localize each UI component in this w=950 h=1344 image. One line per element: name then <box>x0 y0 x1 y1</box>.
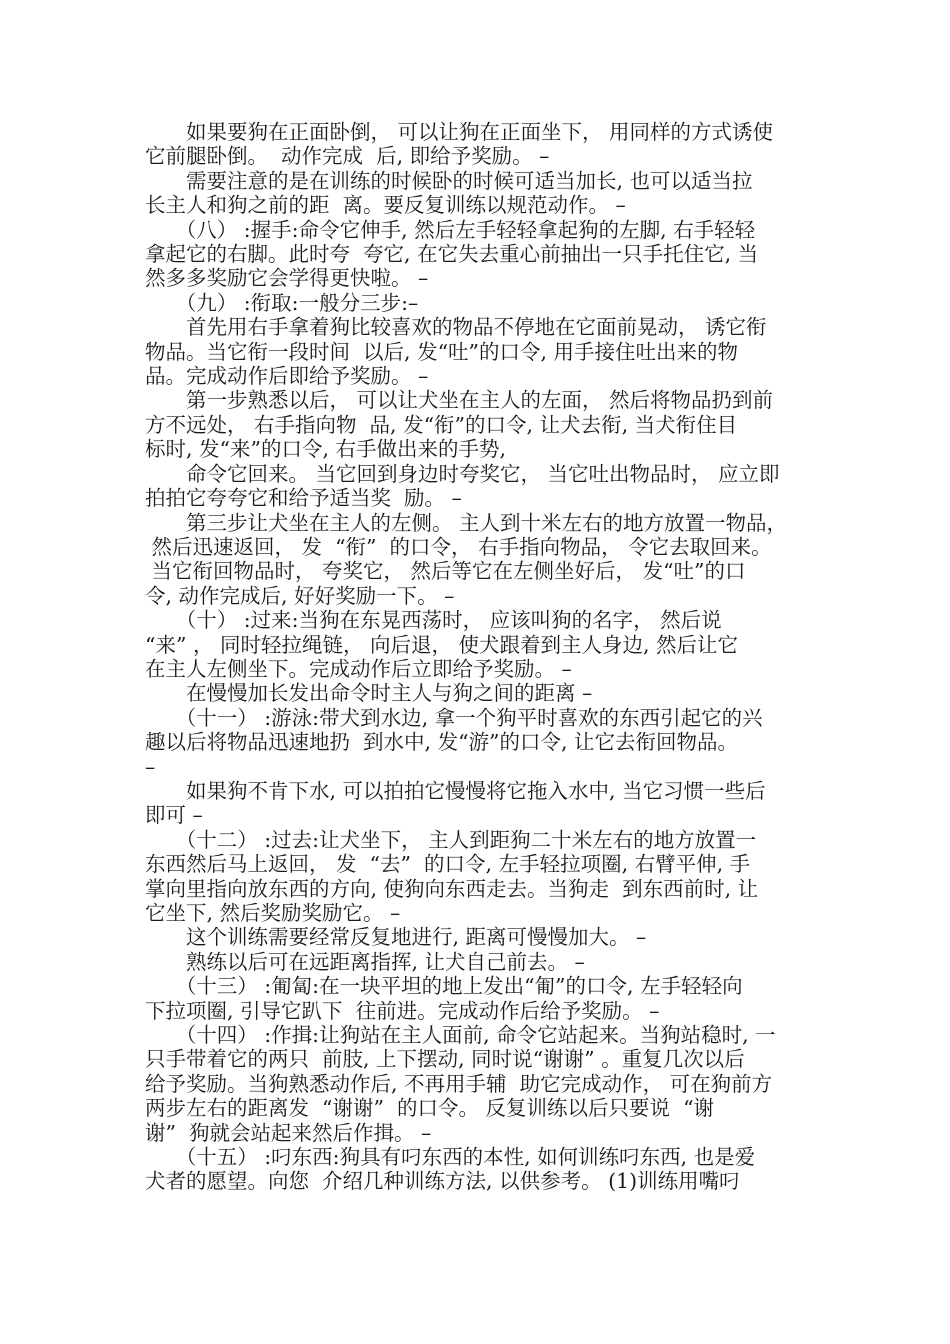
paragraph <box>145 974 810 1023</box>
paragraph <box>145 315 810 388</box>
text-line: （十五） :叼东西:狗具有叼东西的本性, 如何训练叼东西, 也是爱 <box>145 1145 756 1170</box>
paragraph <box>145 462 810 511</box>
paragraph <box>145 291 810 315</box>
paragraph <box>145 681 810 705</box>
text-line: 如果狗不肯下水, 可以拍拍它慢慢将它拖入水中, 当它习惯一些后 <box>145 778 766 803</box>
text-line: （十二） :过去:让犬坐下， 主人到距狗二十米左右的地方放置一 <box>145 827 757 852</box>
text-line: 趣以后将物品迅速地扔 到水中, 发“游”的口令, 让它去衔回物品。 <box>145 730 739 755</box>
text-line: 它前腿卧倒。 动作完成 后, 即给予奖励。 – <box>145 144 550 169</box>
paragraph <box>145 706 810 779</box>
text-line: 需要注意的是在训练的时候卧的时候可适当加长, 也可以适当拉 <box>145 168 753 193</box>
paragraph <box>145 828 810 926</box>
text-line: 第三步让犬坐在主人的左侧。 主人到十米左右的地方放置一物品， <box>145 510 788 535</box>
text-line: （十一） :游泳:带犬到水边, 拿一个狗平时喜欢的东西引起它的兴 <box>145 705 763 730</box>
text-line: 熟练以后可在远距离指挥, 让犬自己前去。 – <box>145 949 585 974</box>
text-line: 它坐下, 然后奖励奖励它。 – <box>145 901 401 925</box>
text-line: （十三） :匍匐:在一块平坦的地上发出“匍”的口令, 左手轻轻向 <box>145 974 743 999</box>
text-line: “来” ， 同时轻拉绳链， 向后退， 使犬跟着到主人身边, 然后让它 <box>145 632 739 657</box>
text-line: 谢” 狗就会站起来然后作揖。 – <box>145 1120 432 1145</box>
paragraph <box>145 388 810 461</box>
text-line: 在慢慢加长发出命令时主人与狗之间的距离 – <box>145 681 593 706</box>
text-line: 命令它回来。 当它回到身边时夸奖它， 当它吐出物品时， 应立即 <box>145 461 780 486</box>
text-line: 令, 动作完成后, 好好奖励一下。 – <box>145 583 455 608</box>
document-body-text <box>145 120 810 1194</box>
paragraph <box>145 950 810 974</box>
text-line: （十） :过来:当狗在东晃西荡时， 应该叫狗的名字， 然后说 <box>145 608 722 633</box>
text-line: – <box>145 754 156 779</box>
text-line: 长主人和狗之前的距 离。要反复训练以规范动作。 – <box>145 193 626 218</box>
paragraph <box>145 1023 810 1145</box>
text-line: 掌向里指向放东西的方向, 使狗向东西走去。当狗走 到东西前时, 让 <box>145 876 759 901</box>
text-line: 在主人左侧坐下。完成动作后立即给予奖励。 – <box>145 656 572 681</box>
text-line: 品。完成动作后即给予奖励。 – <box>145 364 429 389</box>
text-line: 这个训练需要经常反复地进行, 距离可慢慢加大。 – <box>145 925 647 950</box>
text-line: 标时, 发“来”的口令, 右手做出来的手势, <box>145 437 507 462</box>
text-line: 方不远处， 右手指向物 品, 发“衔”的口令, 让犬去衔, 当犬衔住目 <box>145 412 738 437</box>
text-line: 东西然后马上返回， 发 “去” 的口令, 左手轻拉项圈, 右臂平伸, 手 <box>145 852 751 877</box>
text-line: 犬者的愿望。向您 介绍几种训练方法, 以供参考。 (1)训练用嘴叼 <box>145 1169 740 1194</box>
text-line: 给予奖励。当狗熟悉动作后, 不再用手辅 助它完成动作， 可在狗前方 <box>145 1071 773 1096</box>
paragraph <box>145 608 810 681</box>
text-line: 拿起它的右脚。此时夸 夸它, 在它失去重心前抽出一只手托住它, 当 <box>145 242 759 267</box>
text-line: 只手带着它的两只 前肢, 上下摆动, 同时说“谢谢” 。重复几次以后 <box>145 1047 745 1072</box>
text-line: 即可 – <box>145 803 203 828</box>
text-line: 然多多奖励它会学得更快啦。 – <box>145 266 429 291</box>
text-line: 下拉项圈, 引导它趴下 往前进。完成动作后给予奖励。 – <box>145 998 660 1023</box>
text-line: 首先用右手拿着狗比较喜欢的物品不停地在它面前晃动， 诱它衔 <box>145 315 767 340</box>
paragraph <box>145 1145 810 1194</box>
text-line: （九） :衔取:一般分三步:– <box>145 290 419 315</box>
text-line: 两步左右的距离发 “谢谢” 的口令。 反复训练以后只要说 “谢 <box>145 1096 715 1121</box>
text-line: 拍拍它夸夸它和给予适当奖 励。 – <box>145 486 462 511</box>
text-line: （八） :握手:命令它伸手, 然后左手轻轻拿起狗的左脚, 右手轻轻 <box>145 217 756 242</box>
text-line: 如果要狗在正面卧倒， 可以让狗在正面坐下， 用同样的方式诱使 <box>145 120 774 144</box>
paragraph <box>145 218 810 291</box>
text-line: 然后迅速返回， 发 “衔” 的口令， 右手指向物品， 令它去取回来。 <box>145 534 772 559</box>
text-line: 第一步熟悉以后， 可以让犬坐在主人的左面， 然后将物品扔到前 <box>145 388 774 413</box>
paragraph <box>145 511 810 609</box>
paragraph <box>145 120 810 169</box>
text-line: 物品。当它衔一段时间 以后, 发“吐”的口令, 用手接住吐出来的物 <box>145 339 739 364</box>
paragraph <box>145 169 810 218</box>
paragraph <box>145 779 810 828</box>
text-line: （十四） :作揖:让狗站在主人面前, 命令它站起来。当狗站稳时, 一 <box>145 1023 776 1048</box>
text-line: 当它衔回物品时， 夸奖它， 然后等它在左侧坐好后， 发“吐”的口 <box>145 559 746 584</box>
paragraph <box>145 925 810 949</box>
